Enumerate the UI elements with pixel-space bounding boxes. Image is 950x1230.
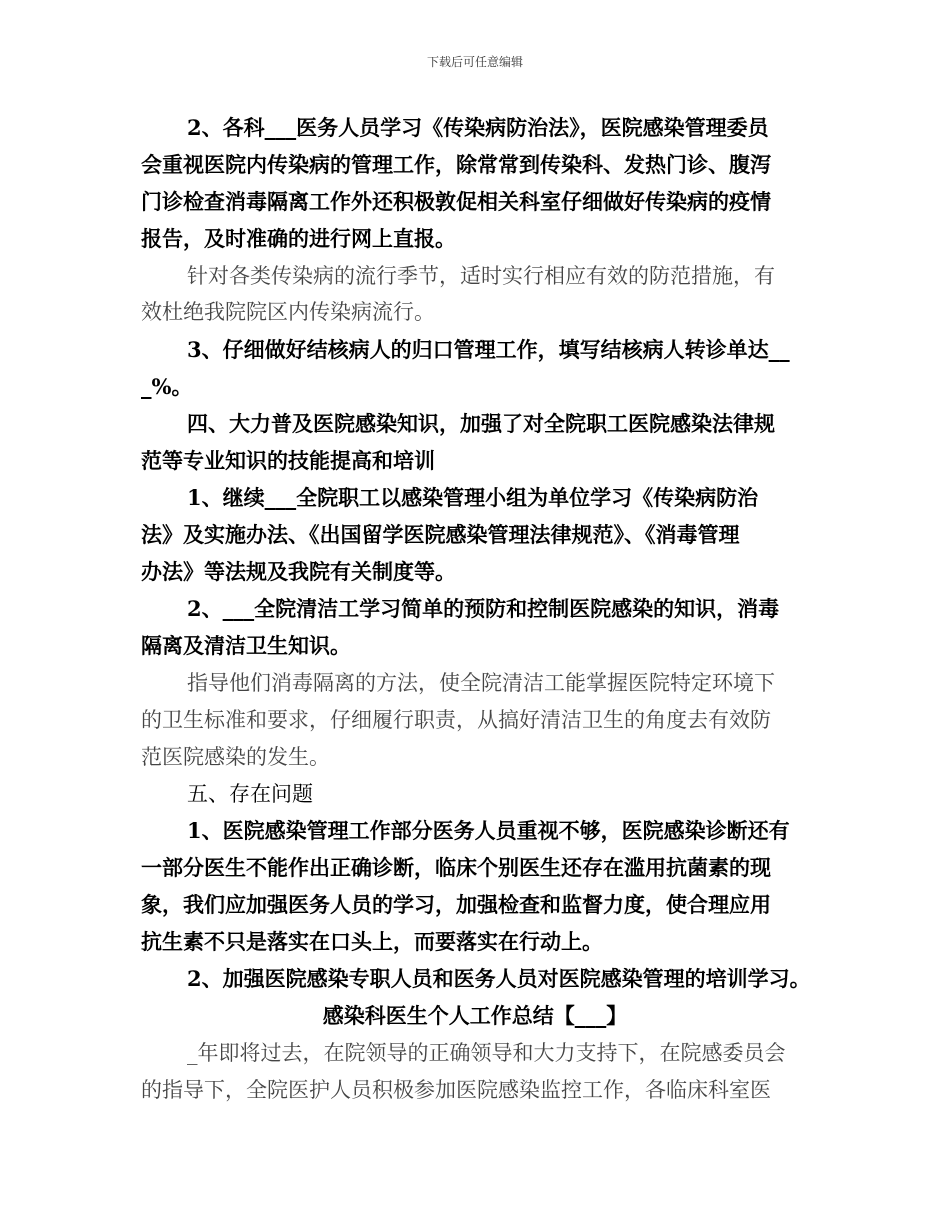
text-line: 2、___全院清洁工学习简单的预防和控制医院感染的知识，消毒 — [187, 596, 780, 621]
text-line: 隔离及清洁卫生知识。 — [141, 633, 351, 658]
text-line: 法》及实施办法、《出国留学医院感染管理法律规范》、《消毒管理 — [141, 522, 740, 547]
section-heading: 四、大力普及医院感染知识，加强了对全院职工医院感染法律规 — [187, 411, 775, 436]
text-line: 会重视医院内传染病的管理工作，除常常到传染科、发热门诊、腹泻 — [141, 152, 771, 177]
text-line: 的卫生标准和要求，仔细履行职责，从搞好清洁卫生的角度去有效防 — [141, 708, 771, 732]
text-line: 1、医院感染管理工作部分医务人员重视不够，医院感染诊断还有 — [187, 818, 790, 843]
text-line: 象，我们应加强医务人员的学习，加强检查和监督力度，使合理应用 — [141, 892, 771, 917]
document-title: 感染科医生个人工作总结【___】 — [322, 1003, 628, 1028]
text-line: 门诊检查消毒隔离工作外还积极敦促相关科室仔细做好传染病的疫情 — [141, 189, 771, 214]
text-line: 办法》等法规及我院有关制度等。 — [141, 559, 456, 584]
text-line: 针对各类传染病的流行季节，适时实行相应有效的防范措施，有 — [187, 264, 775, 288]
text-line: 一部分医生不能作出正确诊断，临床个别医生还存在滥用抗菌素的现 — [141, 855, 771, 880]
text-line: 指导他们消毒隔离的方法，使全院清洁工能掌握医院特定环境下 — [187, 671, 775, 695]
section-heading: 五、存在问题 — [187, 782, 313, 806]
text-line: 2、加强医院感染专职人员和医务人员对医院感染管理的培训学习。 — [187, 966, 811, 991]
text-line: _%。 — [141, 374, 193, 399]
text-line: _年即将过去，在院领导的正确领导和大力支持下，在院感委员会 — [187, 1041, 786, 1065]
header-note: 下载后可任意编辑 — [426, 55, 523, 69]
text-line: 1、继续___全院职工以感染管理小组为单位学习《传染病防治 — [187, 485, 759, 510]
text-line: 3、仔细做好结核病人的归口管理工作，填写结核病人转诊单达__ — [187, 337, 790, 362]
text-line: 效杜绝我院院区内传染病流行。 — [141, 300, 435, 324]
text-line: 2、各科___医务人员学习《传染病防治法》，医院感染管理委员 — [187, 115, 769, 140]
text-line: 范医院感染的发生。 — [141, 745, 330, 769]
text-line: 抗生素不只是落实在口头上，而要落实在行动上。 — [141, 929, 603, 954]
text-line: 报告，及时准确的进行网上直报。 — [141, 226, 456, 251]
text-line: 的指导下，全院医护人员积极参加医院感染监控工作，各临床科室医 — [141, 1078, 771, 1102]
section-heading: 范等专业知识的技能提高和培训 — [141, 448, 435, 473]
